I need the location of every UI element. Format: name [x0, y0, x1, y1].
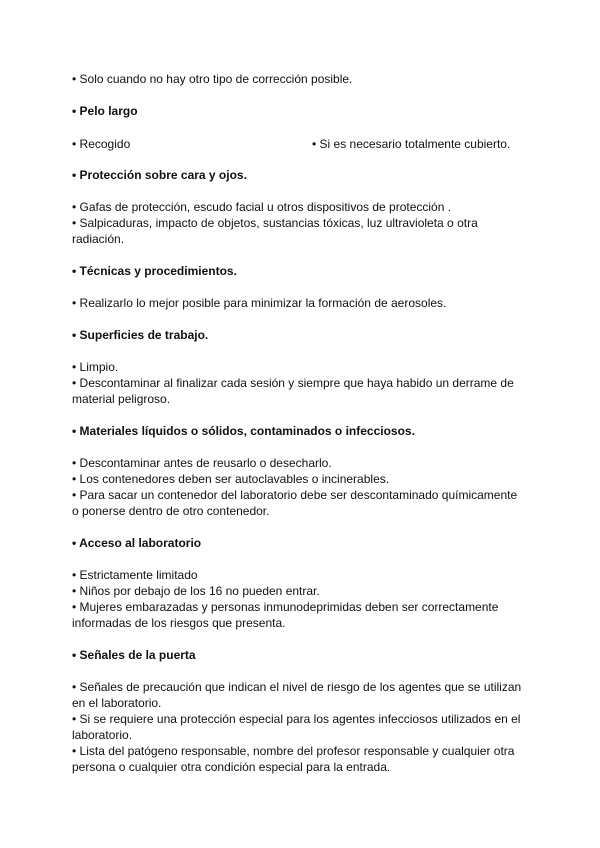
list-item: • Gafas de protección, escudo facial u otros dispositivos de protección . — [72, 200, 452, 214]
intro-item: • Solo cuando no hay otro tipo de corrección posible. — [72, 72, 353, 86]
list-item: • Salpicaduras, impacto de objetos, sustancias tóxicas, luz ultravioleta o otra — [72, 216, 478, 230]
list-item: informadas de los riesgos que presenta. — [72, 616, 286, 630]
list-item: • Limpio. — [72, 360, 119, 374]
list-item: • Si se requiere una protección especial para los agentes infecciosos utilizados en el — [72, 712, 521, 726]
list-item: radiación. — [72, 232, 125, 246]
list-item: o ponerse dentro de otro contenedor. — [72, 504, 270, 518]
list-item: • Lista del patógeno responsable, nombre del profesor responsable y cualquier otra — [72, 744, 515, 758]
list-item: • Estrictamente limitado — [72, 568, 198, 582]
list-item: • Descontaminar antes de reusarlo o desecharlo. — [72, 456, 332, 470]
section-heading-proteccion-cara-ojos: • Protección sobre cara y ojos. — [72, 168, 247, 182]
section-heading-acceso-laboratorio: • Acceso al laboratorio — [72, 536, 202, 550]
list-item: en el laboratorio. — [72, 696, 162, 710]
section-heading-tecnicas-procedimientos: • Técnicas y procedimientos. — [72, 264, 237, 278]
list-item: • Niños por debajo de los 16 no pueden entrar. — [72, 584, 320, 598]
list-item: • Recogido — [72, 137, 131, 151]
list-item: • Los contenedores deben ser autoclavables o incinerables. — [72, 472, 390, 486]
section-heading-pelo-largo: • Pelo largo — [72, 104, 138, 118]
list-item: • Si es necesario totalmente cubierto. — [312, 137, 511, 151]
section-heading-materiales: • Materiales líquidos o sólidos, contaminados o infecciosos. — [72, 424, 415, 438]
list-item: persona o cualquier otra condición especial para la entrada. — [72, 760, 391, 774]
list-item: • Para sacar un contenedor del laboratorio debe ser descontaminado químicamente — [72, 488, 518, 502]
section-heading-senales-puerta: • Señales de la puerta — [72, 648, 196, 662]
section-heading-superficies-trabajo: • Superficies de trabajo. — [72, 328, 209, 342]
list-item: • Señales de precaución que indican el nivel de riesgo de los agentes que se utilizan — [72, 680, 522, 694]
list-item: • Realizarlo lo mejor posible para minimizar la formación de aerosoles. — [72, 296, 447, 310]
list-item: material peligroso. — [72, 392, 171, 406]
list-item: • Descontaminar al finalizar cada sesión y siempre que haya habido un derrame de — [72, 376, 514, 390]
list-item: • Mujeres embarazadas y personas inmunodeprimidas deben ser correctamente — [72, 600, 499, 614]
list-item: laboratorio. — [72, 728, 133, 742]
